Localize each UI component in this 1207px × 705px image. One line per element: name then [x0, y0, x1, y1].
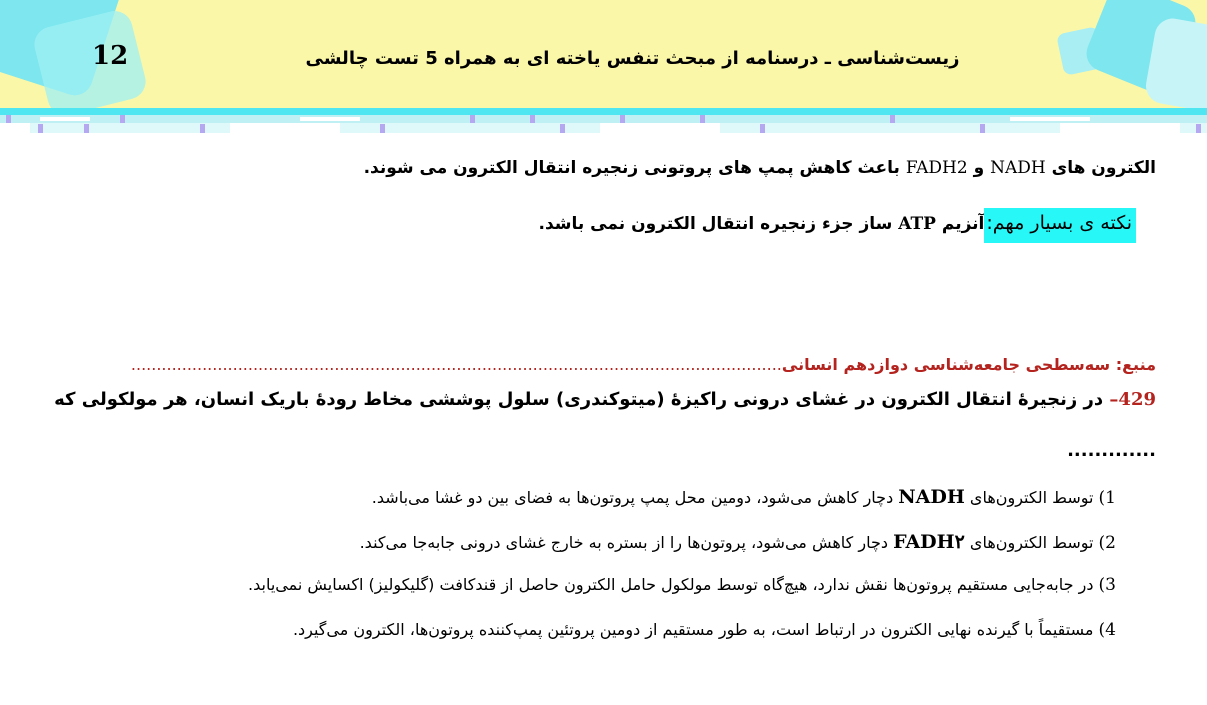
question-number: 429–: [1109, 389, 1156, 410]
note-highlight-label: نکته ی بسیار مهم:: [984, 208, 1136, 243]
answer-option-4[interactable]: 4) مستقیماً با گیرنده نهایی الکترون در ارتباط است، به طور مستقیم از دومین پروتئین پمپ‌کننده پروتون‌ها، الکترون می‌گیرد.: [292, 620, 1116, 640]
page-title: زیست‌شناسی ـ درسنامه از مبحث تنفس یاخته ای به همراه 5 تست چالشی: [305, 48, 960, 69]
fadh2-term: FADH۲: [893, 531, 965, 553]
header-stripe: [0, 108, 1207, 115]
nadh-term: NADH: [990, 158, 1046, 178]
header-stripe: [0, 123, 1207, 133]
question-stem-blank: .............: [1067, 440, 1156, 461]
header-stripe: [0, 115, 1207, 123]
fadh2-term: FADH2: [905, 158, 968, 178]
answer-option-2[interactable]: 2) توسط الکترون‌های FADH۲ دچار کاهش می‌شود، پروتون‌ها را از بستره به خارج غشای درونی جابه‌جا می‌کند.: [359, 531, 1116, 553]
page-header: [0, 0, 1207, 108]
nadh-term: NADH: [898, 486, 965, 508]
answer-option-1[interactable]: 1) توسط الکترون‌های NADH دچار کاهش می‌شود، دومین محل پمپ پروتون‌ها به فضای بین دو غشا می‌باشد.: [371, 486, 1116, 508]
important-note: نکته ی بسیار مهم:آنزیم ATP ساز جزء زنجیره انتقال الکترون نمی باشد.: [300, 212, 1136, 234]
question-source: منبع: سه‌سطحی جامعه‌شناسی دوازدهم انسانی................................................................................................................................: [130, 355, 1156, 374]
atp-term: ATP: [898, 214, 936, 234]
question-stem: 429– در زنجیرۀ انتقال الکترون در غشای درونی راکیزۀ (میتوکندری) سلول پوششی مخاط رودۀ باریک انسان، هر مولکولی که: [54, 389, 1156, 410]
electron-carriers-statement: الکترون های NADH و FADH2 باعث کاهش پمپ های پروتونی زنجیره انتقال الکترون می شوند.: [363, 158, 1156, 178]
source-dotted-leader: ................................................................................................................................: [130, 355, 782, 374]
answer-option-3[interactable]: 3) در جابه‌جایی مستقیم پروتون‌ها نقش ندارد، هیچ‌گاه توسط مولکول حامل الکترون حاصل از قندکافت (گلیکولیز) اکسایش نمی‌یابد.: [248, 575, 1116, 595]
page-number: 12: [92, 41, 129, 71]
